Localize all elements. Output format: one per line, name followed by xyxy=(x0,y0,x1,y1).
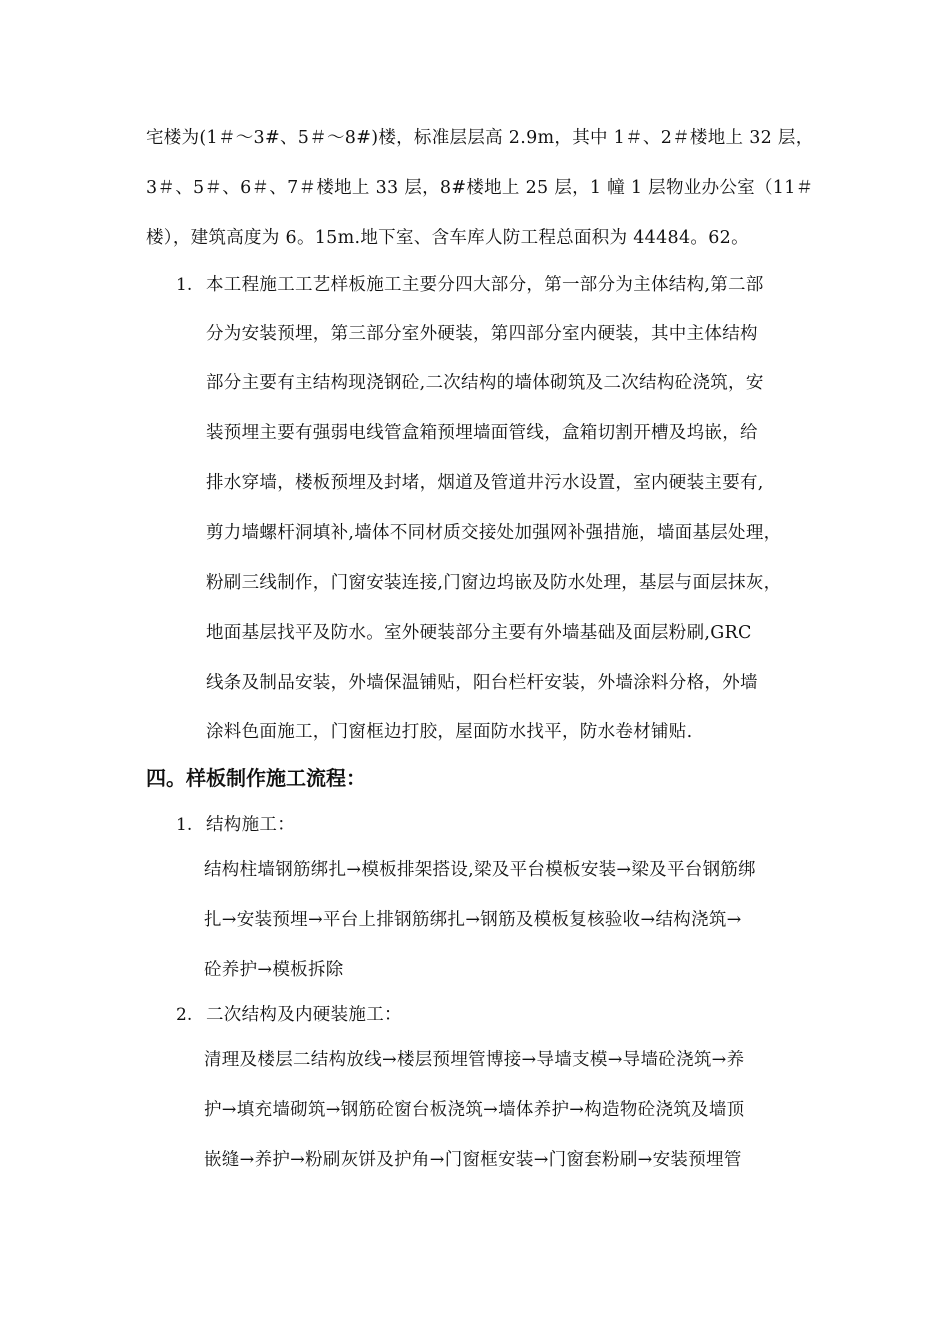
step1-line-2: 扎→安装预埋→平台上排钢筋绑扎→钢筋及模板复核验收→结构浇筑→ xyxy=(204,910,742,930)
item1-line-8: 地面基层找平及防水。室外硬装部分主要有外墙基础及面层粉刷,GRC xyxy=(206,623,752,643)
step2-line-3: 嵌缝→养护→粉刷灰饼及护角→门窗框安装→门窗套粉刷→安装预埋管 xyxy=(204,1150,742,1170)
step2-line-2: 护→填充墙砌筑→钢筋砼窗台板浇筑→墙体养护→构造物砼浇筑及墙顶 xyxy=(204,1100,745,1120)
step1-line-3: 砼养护→模板拆除 xyxy=(204,960,344,980)
step2-line-1: 清理及楼层二结构放线→楼层预埋管博接→导墙支模→导墙砼浇筑→养 xyxy=(204,1050,745,1070)
item1-line-3: 部分主要有主结构现浇钢砼,二次结构的墙体砌筑及二次结构砼浇筑，安 xyxy=(206,373,764,393)
item1-line-4: 装预埋主要有强弱电线管盒箱预埋墙面管线，盒箱切割开槽及坞嵌，给 xyxy=(206,423,758,443)
step1-number: 1. xyxy=(176,815,193,835)
section4-heading: 四。样板制作施工流程： xyxy=(146,766,366,790)
item1-line-9: 线条及制品安装，外墙保温铺贴，阳台栏杆安装，外墙涂料分格，外墙 xyxy=(206,673,758,693)
item1-line-2: 分为安装预埋，第三部分室外硬装，第四部分室内硬装，其中主体结构 xyxy=(206,324,758,344)
step1-title: 结构施工： xyxy=(206,815,295,835)
item1-line-5: 排水穿墙，楼板预埋及封堵，烟道及管道井污水设置，室内硬装主要有, xyxy=(206,473,764,493)
item1-number: 1. xyxy=(176,275,193,295)
step2-number: 2. xyxy=(176,1005,193,1025)
step1-line-1: 结构柱墙钢筋绑扎→模板排架搭设,梁及平台模板安装→梁及平台钢筋绑 xyxy=(204,860,756,880)
intro-line-2: 3＃、5＃、6＃、7＃楼地上 33 层，8#楼地上 25 层，1 幢 1 层物业办公室（11＃ xyxy=(146,178,814,198)
item1-line-6: 剪力墙螺杆洞填补,墙体不同材质交接处加强网补强措施，墙面基层处理， xyxy=(206,523,782,543)
item1-line-10: 涂料色面施工，门窗框边打胶，屋面防水找平，防水卷材铺贴. xyxy=(206,722,693,742)
intro-line-3: 楼），建筑高度为 6。15m.地下室、含车库人防工程总面积为 44484。62。 xyxy=(146,228,749,248)
item1-line-7: 粉刷三线制作，门窗安装连接,门窗边坞嵌及防水处理，基层与面层抹灰， xyxy=(206,573,782,593)
item1-line-1: 本工程施工工艺样板施工主要分四大部分，第一部分为主体结构,第二部 xyxy=(206,275,764,295)
intro-line-1: 宅楼为(1＃～3#、5＃～8#)楼，标准层层高 2.9m，其中 1＃、2＃楼地上 32 层， xyxy=(146,128,814,148)
step2-title: 二次结构及内硬装施工： xyxy=(206,1005,402,1025)
